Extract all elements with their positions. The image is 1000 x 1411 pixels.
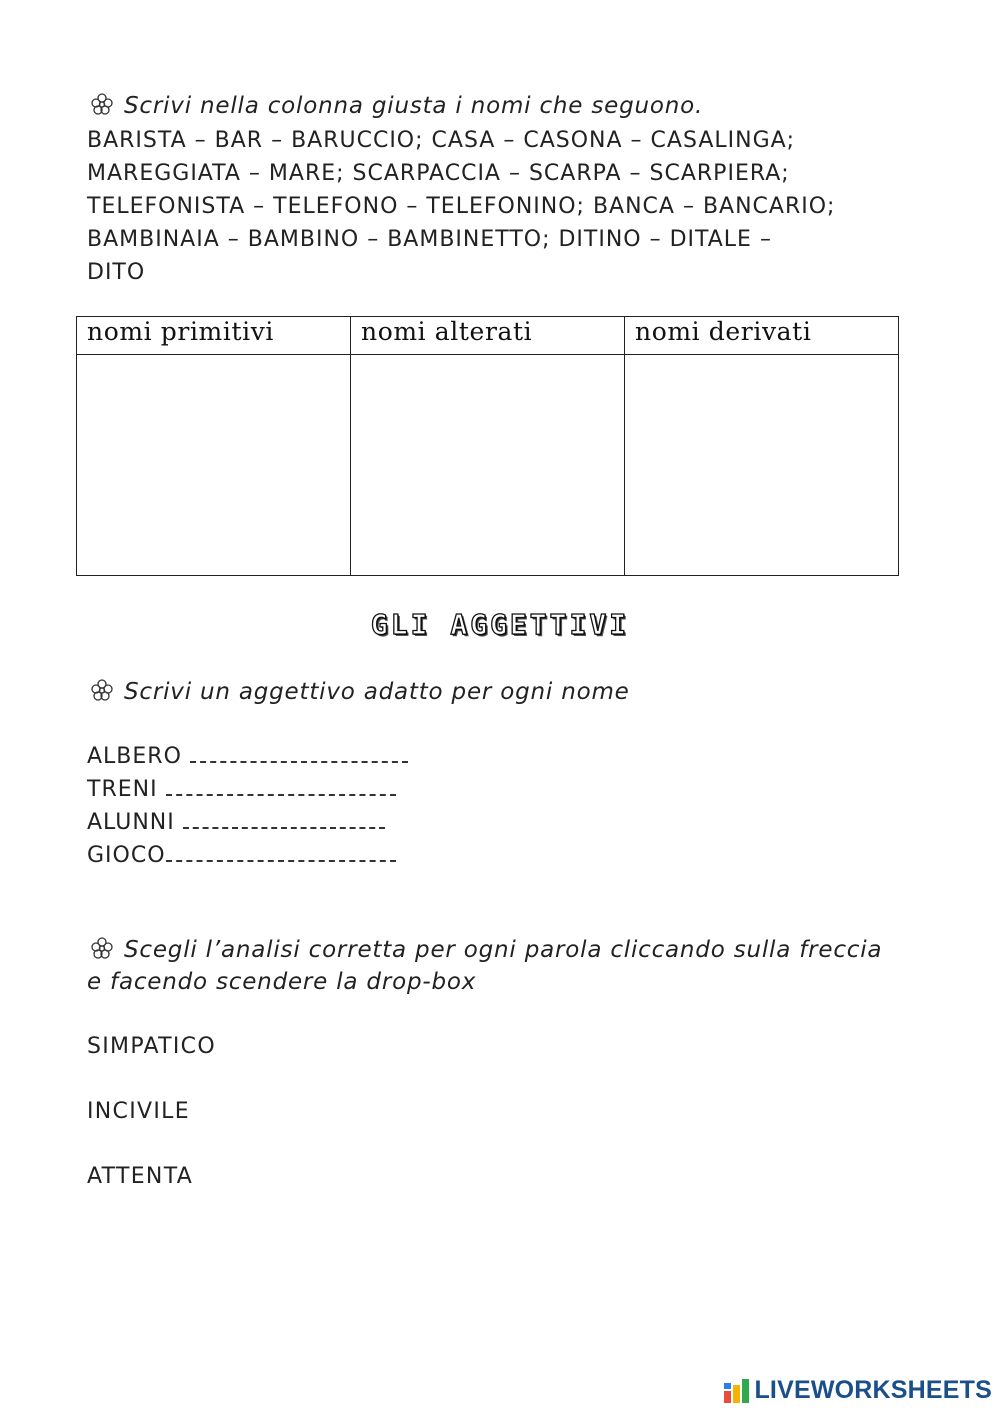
adjective-item bbox=[87, 776, 396, 802]
adjective-item bbox=[87, 842, 396, 868]
exercise3-instruction-line2: e facendo scendere la drop-box bbox=[87, 969, 477, 995]
exercise2-instruction-text: Scrivi un aggettivo adatto per ogni nome bbox=[124, 679, 630, 705]
answer-cell-alterati[interactable] bbox=[351, 355, 625, 576]
analysis-word: ATTENTA bbox=[87, 1164, 194, 1189]
flower-icon bbox=[90, 936, 114, 960]
liveworksheets-footer bbox=[724, 1376, 992, 1405]
adjective-item-noun: ALUNNI bbox=[87, 810, 175, 835]
exercise2-instruction bbox=[90, 678, 630, 705]
adjective-item bbox=[87, 809, 385, 835]
noun-list-line: DITO bbox=[87, 260, 146, 285]
adjective-answer-blank[interactable] bbox=[166, 842, 396, 862]
noun-classification-table bbox=[76, 316, 899, 576]
header-nomi-primitivi: nomi primitivi bbox=[77, 317, 351, 355]
noun-list-line: TELEFONISTA – TELEFONO – TELEFONINO; BANCA – BANCARIO; bbox=[87, 194, 836, 219]
liveworksheets-logo-icon bbox=[724, 1379, 750, 1403]
exercise3-instruction-text: Scegli l’analisi corretta per ogni parola cliccando sulla freccia bbox=[124, 937, 883, 963]
noun-list-line: MAREGGIATA – MARE; SCARPACCIA – SCARPA – SCARPIERA; bbox=[87, 161, 790, 186]
flower-icon bbox=[90, 678, 114, 702]
header-nomi-derivati: nomi derivati bbox=[625, 317, 899, 355]
noun-list-line: BARISTA – BAR – BARUCCIO; CASA – CASONA – CASALINGA; bbox=[87, 128, 796, 153]
adjective-item-noun: GIOCO bbox=[87, 843, 166, 868]
adjective-item bbox=[87, 743, 408, 769]
adjective-answer-blank[interactable] bbox=[190, 743, 408, 763]
header-nomi-alterati: nomi alterati bbox=[351, 317, 625, 355]
adjective-answer-blank[interactable] bbox=[166, 776, 396, 796]
flower-icon bbox=[90, 92, 114, 116]
analysis-word: SIMPATICO bbox=[87, 1034, 216, 1059]
adjective-item-noun: TRENI bbox=[87, 777, 158, 802]
liveworksheets-brand: LIVEWORKSHEETS bbox=[754, 1376, 992, 1404]
noun-list bbox=[87, 124, 835, 289]
answer-cell-primitivi[interactable] bbox=[77, 355, 351, 576]
analysis-word: INCIVILE bbox=[87, 1099, 190, 1124]
answer-cell-derivati[interactable] bbox=[625, 355, 899, 576]
adjective-answer-blank[interactable] bbox=[183, 809, 385, 829]
exercise1-instruction bbox=[90, 92, 703, 119]
noun-list-line: BAMBINAIA – BAMBINO – BAMBINETTO; DITINO – DITALE – bbox=[87, 227, 772, 252]
section-title: GLI AGGETTIVI bbox=[370, 608, 630, 641]
adjective-item-noun: ALBERO bbox=[87, 744, 182, 769]
exercise3-instruction bbox=[90, 936, 882, 963]
exercise1-instruction-text: Scrivi nella colonna giusta i nomi che seguono. bbox=[124, 93, 704, 119]
